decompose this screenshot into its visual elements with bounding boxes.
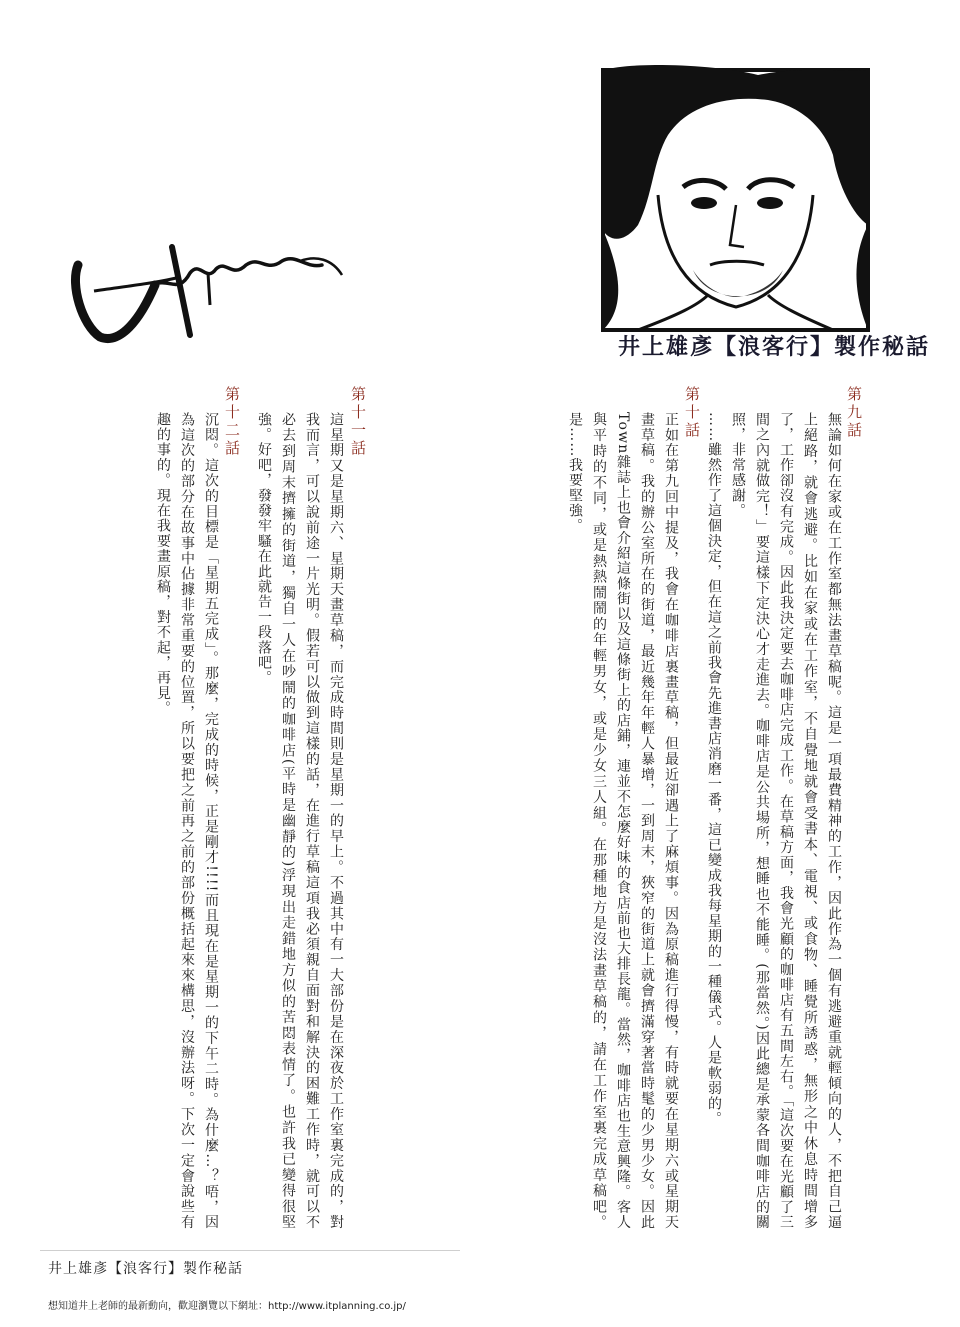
chapter-11-text: 這星期又是星期六、星期天畫草稿，而完成時間則是星期一的早上。不過其中有一大部份是在深夜於工作室裏完成的，對我而言，可以說前途一片光明。假若可以做到這樣的話，在進行草稿這項我必須親自面對和解決的困難工作時，就可以不必去到周末擠擁的街道，獨自一人在吵鬧的咖啡店(平時是幽靜的)浮現出走錯地方似的苦悶表情了。也許我已變得很堅強。好吧，發發牢騷在此就告一段落吧。 — [256, 412, 344, 1230]
signature-illustration — [60, 225, 350, 355]
footer-url-note: 想知道井上老師的最新動向，歡迎瀏覽以下網址：http://www.itplanning.co.jp/ — [48, 1301, 406, 1312]
page-title: 井上雄彥【浪客行】製作秘話 — [617, 335, 930, 360]
chapter-12-text: 沉悶。這次的目標是「星期五完成」。那麼，完成的時候，正是剛才!!!!而且現在是星期一的下午二時。為什麼…？唔，因為這次的部分在故事中佔據非常重要的位置，所以要把之前再之前的部份概括起來來構思，沒辦法呀。下次一定會說些有趣的事的。現在我要畫原稿，對不起，再見。 — [155, 412, 219, 1230]
chapter-12-heading: 第十二話 — [223, 386, 241, 458]
chapter-9-text: 無論如何在家或在工作室都無法畫草稿呢。這是一項最費精神的工作，因此作為一個有逃避重就輕傾向的人，不把自己逼上絕路，就會逃避。比如在家或在工作室，不自覺地就會受書本、電視、或食物、睡覺所誘惑，無形之中休息時間增多了，工作卻沒有完成。因此我決定要去咖啡店完成工作。在草稿方面，我會光顧的咖啡店有五間左右。「這次要在光顧了三間之內就做完！」要這樣下定決心才走進去。咖啡店是公共場所，想睡也不能睡。(那當然。)因此總是承蒙各間咖啡店的關照，非常感謝。 ……雖然作了這個決定，但在這之前我會先進書店消磨一番，這已變成我每星期的一種儀式。人是軟弱的。 — [706, 412, 842, 1230]
chapter-10-text: 正如在第九回中提及，我會在咖啡店裏畫草稿，但最近卻遇上了麻煩事。因為原稿進行得慢，有時就要在星期六或星期天畫草稿。我的辦公室所在的街道，最近幾年年輕人暴增，一到周末，狹窄的街道上就會擠滿穿著當時髦的少男少女。因此Town雜誌上也會介紹這條街以及這條街上的店鋪，連並不怎麼好味的食店前也大排長龍。當然，咖啡店也生意興隆。客人與平時的不同，或是熱熱鬧鬧的年輕男女，或是少女三人組。在那種地方是沒法畫草稿的，請在工作室裏完成草稿吧。是……我要堅強。 — [567, 412, 679, 1230]
footer-divider — [40, 1250, 460, 1251]
chapter-11-heading: 第十一話 — [349, 386, 367, 458]
footer-title: 井上雄彥【浪客行】製作秘話 — [48, 1261, 243, 1277]
chapter-9-heading: 第九話 — [845, 386, 863, 440]
chapter-10-heading: 第十話 — [683, 386, 701, 440]
portrait-illustration — [598, 65, 873, 335]
